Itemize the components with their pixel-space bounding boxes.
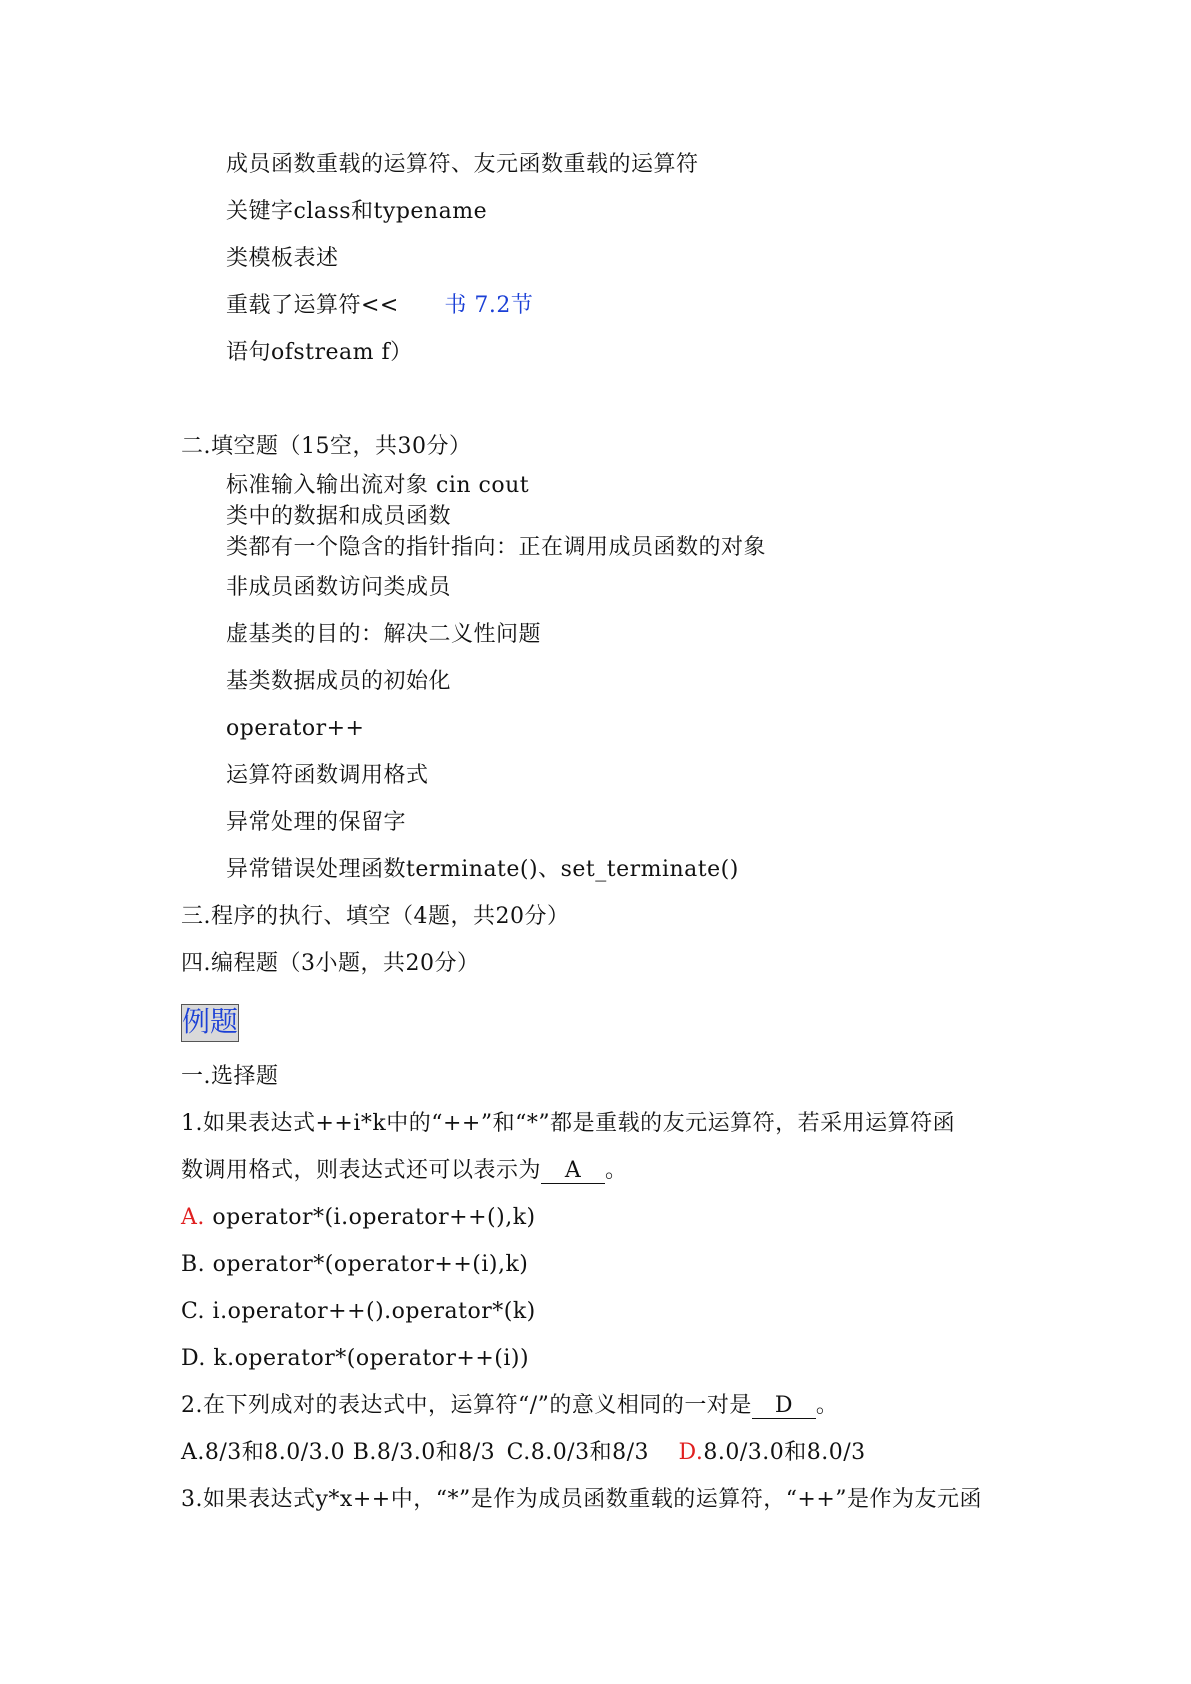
review-point: 关键字class和typename <box>226 199 488 224</box>
option-c: C.8.0/3和8/3 <box>506 1440 650 1465</box>
review-point: 语句ofstream f） <box>226 340 413 365</box>
option-c <box>181 1298 536 1326</box>
question-2 <box>181 1392 838 1420</box>
book-reference: 书 7.2节 <box>444 293 534 318</box>
fill-blank-point: operator++ <box>226 716 365 741</box>
option-letter: B. <box>181 1252 206 1277</box>
question-2-end: 。 <box>815 1393 839 1418</box>
option-b <box>181 1251 528 1279</box>
section-heading-program: 三.程序的执行、填空（4题，共20分） <box>181 904 570 929</box>
answer-blank: D <box>752 1394 816 1419</box>
review-point-text: 重载了运算符<< <box>226 293 399 318</box>
option-d <box>181 1345 529 1373</box>
fill-blank-point: 虚基类的目的：解决二义性问题 <box>226 622 542 647</box>
option-letter: D. <box>181 1346 206 1371</box>
review-point: 成员函数重载的运算符、友元函数重载的运算符 <box>226 152 699 177</box>
question-3-line1: 3.如果表达式y*x++中，“*”是作为成员函数重载的运算符，“++”是作为友元函 <box>181 1487 983 1512</box>
fill-blank-point: 基类数据成员的初始化 <box>226 669 452 694</box>
question-1-text: 数调用格式，则表达式还可以表示为 <box>181 1158 542 1183</box>
option-d-letter: D. <box>678 1440 704 1465</box>
fill-blank-point: 运算符函数调用格式 <box>226 763 429 788</box>
choice-heading: 一.选择题 <box>181 1064 279 1089</box>
option-text: operator*(operator++(i),k) <box>205 1252 529 1277</box>
fill-blank-point: 非成员函数访问类成员 <box>226 575 452 600</box>
section-heading-fill-blank: 二.填空题（15空，共30分） <box>181 434 472 459</box>
examples-label-box: 例题 <box>181 1004 239 1042</box>
review-point: 类模板表述 <box>226 246 339 271</box>
question-1-line2 <box>181 1157 628 1185</box>
fill-blank-point: 异常错误处理函数terminate()、set_terminate() <box>226 857 739 882</box>
answer-blank: A <box>541 1159 605 1184</box>
option-text: k.operator*(operator++(i)) <box>205 1346 530 1371</box>
option-a: A.8/3和8.0/3.0 <box>181 1440 346 1465</box>
option-letter: C. <box>181 1299 206 1324</box>
question-1-line1: 1.如果表达式++i*k中的“++”和“*”都是重载的友元运算符，若采用运算符函 <box>181 1111 956 1136</box>
review-point <box>226 292 533 320</box>
option-text: i.operator++().operator*(k) <box>205 1299 536 1324</box>
fill-blank-point: 类中的数据和成员函数 <box>226 504 452 529</box>
question-2-options <box>181 1439 866 1467</box>
option-text: operator*(i.operator++(),k) <box>204 1205 536 1230</box>
option-b: B.8/3.0和8/3 <box>352 1440 496 1465</box>
option-letter: A. <box>181 1205 205 1230</box>
option-d-text: 8.0/3.0和8.0/3 <box>703 1440 866 1465</box>
section-heading-coding: 四.编程题（3小题，共20分） <box>181 951 480 976</box>
fill-blank-point: 异常处理的保留字 <box>226 810 407 835</box>
question-1-end: 。 <box>605 1158 628 1183</box>
fill-blank-point: 标准输入输出流对象 cin cout <box>226 473 530 498</box>
option-a <box>181 1204 536 1232</box>
fill-blank-point: 类都有一个隐含的指针指向：正在调用成员函数的对象 <box>226 535 767 560</box>
question-2-text: 2.在下列成对的表达式中，运算符“/”的意义相同的一对是 <box>181 1393 752 1418</box>
